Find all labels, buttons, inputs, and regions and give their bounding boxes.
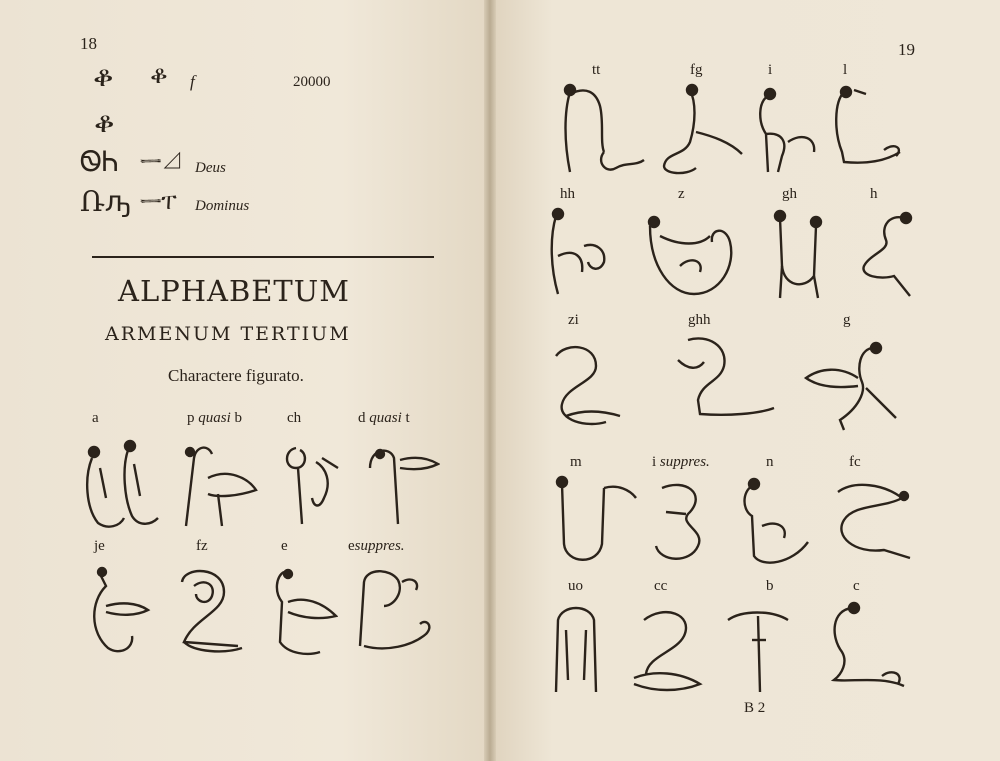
letter-label: i suppres. bbox=[652, 454, 710, 470]
letter-label: fg bbox=[690, 62, 703, 78]
letter-label: fz bbox=[196, 538, 208, 554]
page-subtitle: ARMENUM TERTIUM bbox=[105, 323, 351, 345]
letter-label: h bbox=[870, 186, 878, 202]
figurative-letter-snake-fish bbox=[624, 600, 706, 696]
book-gutter bbox=[484, 0, 496, 761]
letter-label: fc bbox=[849, 454, 861, 470]
armenian-abbreviation: Ռԡ bbox=[80, 185, 131, 218]
right-page-number: 19 bbox=[898, 40, 915, 59]
figurative-letter-bird-fish bbox=[360, 438, 440, 530]
letter-label: m bbox=[570, 454, 582, 470]
figurative-letter-bird-scroll bbox=[346, 562, 436, 662]
letter-label: hh bbox=[560, 186, 575, 202]
letter-label: uo bbox=[568, 578, 583, 594]
letter-label: g bbox=[843, 312, 851, 328]
figurative-letter-eagle-spread bbox=[800, 338, 910, 438]
letter-label: c bbox=[853, 578, 860, 594]
figurative-letter-owl bbox=[752, 82, 824, 178]
signature-mark: B 2 bbox=[744, 700, 766, 716]
letter-label: l bbox=[843, 62, 848, 78]
figurative-letter-beast-s bbox=[824, 474, 914, 568]
letter-label: zi bbox=[568, 312, 579, 328]
page-caption: Charactere figurato. bbox=[168, 366, 304, 385]
figurative-letter-twins-arch bbox=[546, 600, 608, 696]
figurative-letter-dolphin bbox=[164, 562, 246, 658]
letter-label: b bbox=[766, 578, 774, 594]
figurative-letter-parrot bbox=[656, 82, 748, 178]
letter-label: cc bbox=[654, 578, 668, 594]
figurative-letter-coiled bbox=[646, 474, 714, 568]
figurative-letter-serpent-fish bbox=[536, 336, 626, 436]
armenian-abbreviation: ᏫᏂ bbox=[80, 145, 119, 178]
figurative-letter-animals-u bbox=[764, 206, 838, 302]
armenian-glyph: ቆ bbox=[94, 105, 115, 140]
armenian-glyph: ቆ bbox=[93, 59, 114, 94]
letter-label: p quasi b bbox=[187, 410, 243, 426]
figurative-letter-tau bbox=[722, 600, 794, 696]
gloss-dominus: Dominus bbox=[195, 198, 250, 214]
figurative-letter-bird-dog bbox=[544, 206, 628, 302]
letter-label: d quasi t bbox=[358, 410, 410, 426]
left-page-number: 18 bbox=[80, 34, 97, 53]
gloss-letter: f bbox=[190, 72, 195, 91]
letter-label: je bbox=[94, 538, 105, 554]
figurative-letter-heron-curl bbox=[732, 476, 812, 570]
figurative-letter-heron-loop bbox=[850, 206, 922, 302]
letter-label: i bbox=[768, 62, 773, 78]
figurative-letter-swan bbox=[178, 438, 260, 530]
letter-label: a bbox=[92, 410, 99, 426]
armenian-abbreviation: ᆖ⊿ bbox=[140, 150, 184, 175]
horizontal-rule bbox=[92, 256, 434, 258]
figurative-letter-eagle bbox=[258, 562, 338, 662]
letter-label: esuppres. bbox=[348, 538, 405, 554]
letter-label: ghh bbox=[688, 312, 711, 328]
letter-label: gh bbox=[782, 186, 797, 202]
armenian-abbreviation: ᆖፐ bbox=[140, 190, 177, 215]
letter-label: n bbox=[766, 454, 774, 470]
armenian-glyph: ቆ bbox=[150, 60, 168, 90]
figurative-letter-fox-tree bbox=[548, 474, 640, 568]
figurative-letter-dragon bbox=[658, 330, 778, 430]
figurative-letter-birds bbox=[80, 438, 170, 530]
figurative-letter-crow-scroll bbox=[824, 82, 906, 178]
numeral-value: 20000 bbox=[293, 74, 331, 90]
letter-label: ch bbox=[287, 410, 302, 426]
letter-label: z bbox=[678, 186, 685, 202]
page-title: ALPHABETUM bbox=[118, 274, 350, 308]
figurative-letter-intertwined bbox=[640, 206, 750, 302]
figurative-letter-serpent-c bbox=[812, 596, 908, 698]
letter-label: tt bbox=[592, 62, 601, 78]
figurative-letter-birds-arch bbox=[556, 82, 648, 178]
gloss-deus: Deus bbox=[195, 160, 226, 176]
letter-label: e bbox=[281, 538, 288, 554]
figurative-letter-heron bbox=[276, 438, 344, 530]
figurative-letter-fox-fish bbox=[80, 562, 152, 658]
